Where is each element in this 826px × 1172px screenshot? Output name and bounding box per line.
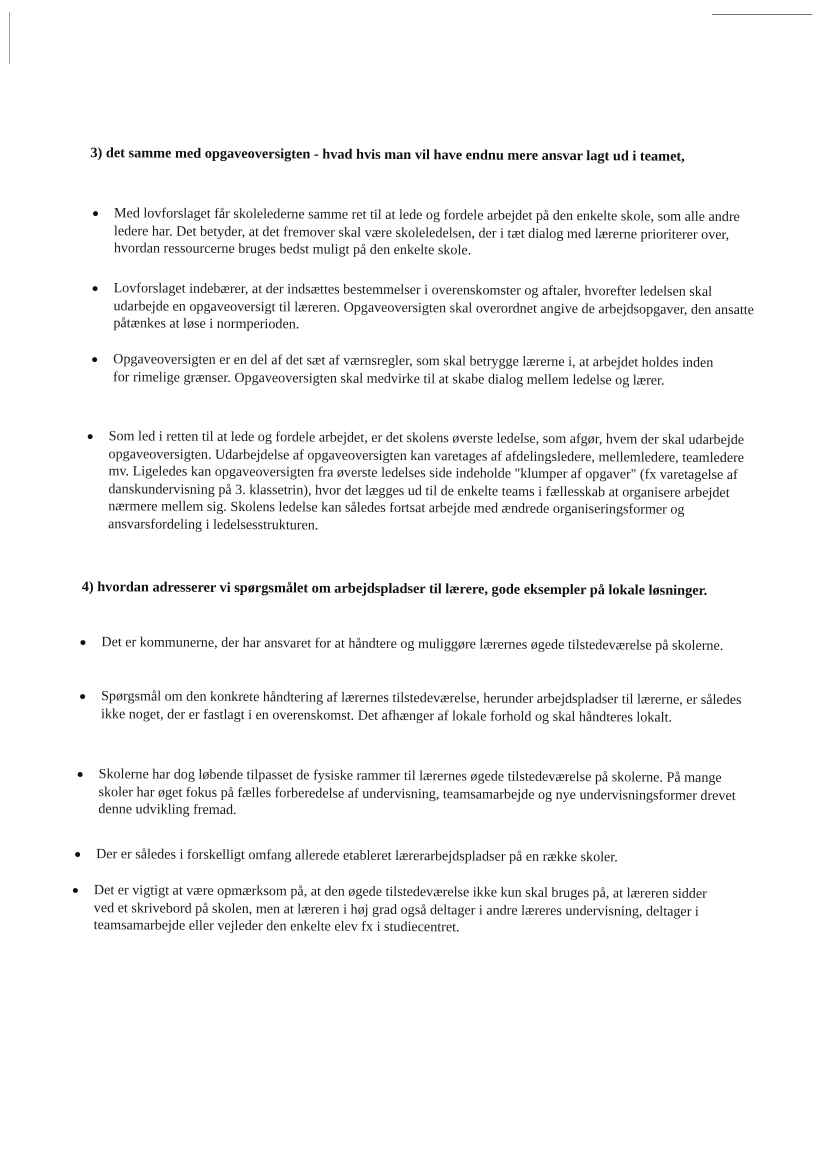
- bullet-icon: [73, 888, 78, 893]
- list-item: [94, 882, 730, 938]
- bullet-text: Lovforslaget indebærer, at der indsættes bestemmelser i overenskomster og aftaler, hvorefter ledelsen skal udarbejde en opgaveoversigt til læreren. Opgaveoversigten skal overordnet angive de arbejdsopgaver, den ansatte påtænkes at løse i normperioden.: [113, 280, 754, 333]
- bullet-icon: [78, 772, 83, 777]
- list-item: [98, 766, 754, 823]
- bullet-text: Som led i retten til at lede og fordele arbejdet, er det skolens øverste ledelse, som afgør, hvem der skal udarbejde opgaveoversigten. Udarbejdelse af opgaveoversigten kan varetages af afdelingsledere, mellemledere, teamledere mv. Ligeledes kan opgaveoversigten fra øverste ledelses side indeholde "klumper af opgaver" (fx varetagelse af danskundervisning på 3. klassetrin), hvor det lægges ud til de enkelte teams i fællesskab at organisere arbejdet nærmere mellem sig. Skolens ledelse kan således fortsat arbejde med ændrede organiseringsformer og ansvarsfordeling i ledelsesstrukturen.: [108, 428, 745, 534]
- list-item: [108, 428, 759, 537]
- bullet-text: Skolerne har dog løbende tilpasset de fysiske rammer til lærernes øgede tilstedeværelse på skolerne. På mange skoler har øget fokus på fælles forberedelse af undervisning, teamsamarbejde og nye undervisningsformer drevet denne udvikling fremad.: [98, 766, 736, 819]
- list-item: [101, 634, 749, 655]
- bullet-text: Spørgsmål om den konkrete håndtering af lærernes tilstedeværelse, herunder arbejdspladser til lærerne, er således ikke noget, der er fastlagt i en overenskomst. Det afhænger af lokale forhold og skal håndteres lokalt.: [100, 688, 742, 726]
- bullet-icon: [88, 434, 93, 439]
- list-item: [114, 205, 766, 261]
- list-item: [113, 280, 761, 336]
- bullet-icon: [93, 286, 98, 291]
- list-item: [96, 846, 746, 867]
- section-3-heading: 3) det samme med opgaveoversigten - hvad hvis man vil have endnu mere ansvar lagt ud i teamet,: [90, 145, 685, 165]
- bullet-icon: [75, 852, 80, 857]
- list-item: [101, 688, 751, 727]
- bullet-text: Opgaveoversigten er en del af det sæt af værnsregler, som skal betrygge lærerne i, at arbejdet holdes inden for rimelige grænser. Opgaveoversigten skal medvirke til at skabe dialog mellem ledelse og lærer.: [113, 351, 714, 389]
- section-4-heading: 4) hvordan adresserer vi spørgsmålet om arbejdspladser til lærere, gode eksempler på lokale løsninger.: [81, 579, 708, 599]
- bullet-text: Det er vigtigt at være opmærksom på, at den øgede tilstedeværelse ikke kun skal bruges på, at læreren sidder ved et skrivebord på skolen, men at læreren i høj grad også deltager i andre læreres undervisning, deltager i teamsamarbejde eller vejleder den enkelte elev fx i studiecentret.: [93, 882, 707, 936]
- bullet-icon: [80, 694, 85, 699]
- bullet-icon: [92, 357, 97, 362]
- bullet-icon: [93, 211, 98, 216]
- list-item: [113, 351, 733, 390]
- bullet-text: Der er således i forskelligt omfang allerede etableret lærerarbejdspladser på en række skoler.: [96, 846, 618, 866]
- bullet-text: Med lovforslaget får skolelederne samme ret til at lede og fordele arbejdet på den enkelte skole, som alle andre ledere har. Det betyder, at det fremover skal være skoleledelsen, der i tæt dialog med lærerne prioriterer over, hvordan ressourcerne bruges bedst muligt på den enkelte skole.: [113, 205, 740, 259]
- bullet-icon: [80, 640, 85, 645]
- bullet-text: Det er kommunerne, der har ansvaret for at håndtere og muliggøre lærernes øgede tilstedeværelse på skolerne.: [101, 634, 724, 654]
